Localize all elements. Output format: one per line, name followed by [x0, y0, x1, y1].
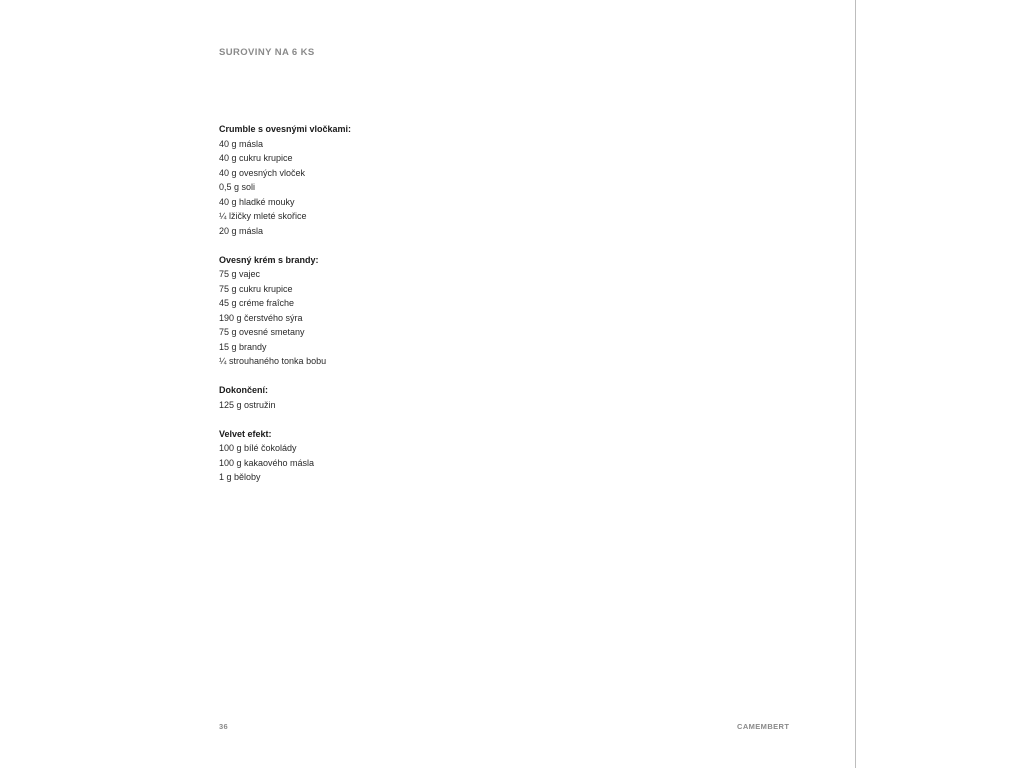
ingredient-line: ¼ lžičky mleté skořice	[219, 211, 307, 221]
ingredient-line: 20 g másla	[219, 225, 264, 236]
ingredient-line: 75 g cukru krupice	[219, 283, 293, 294]
ingredient-line: 0,5 g soli	[219, 182, 256, 192]
ingredient-section	[219, 383, 579, 412]
ingredient-line: 45 g créme fraîche	[219, 298, 295, 308]
ingredient-line: 40 g másla	[219, 138, 264, 149]
ingredient-line: 1 g běloby	[219, 472, 261, 482]
ingredient-line: 40 g ovesných vloček	[219, 167, 306, 178]
blank-margin	[856, 0, 1024, 768]
ingredient-line: 100 g bílé čokolády	[219, 443, 297, 453]
page-heading: SUROVINY NA 6 KS	[219, 47, 315, 58]
ingredients-list	[219, 122, 579, 499]
ingredient-line: 40 g hladké mouky	[219, 196, 295, 207]
section-title: Crumble s ovesnými vločkami:	[219, 124, 352, 134]
ingredient-line: 190 g čerstvého sýra	[219, 312, 303, 323]
ingredient-section	[219, 122, 579, 238]
running-footer-title: CAMEMBERT	[737, 722, 790, 731]
ingredient-line: ¼ strouhaného tonka bobu	[219, 356, 327, 366]
section-title: Ovesný krém s brandy:	[219, 254, 319, 265]
ingredient-line: 75 g ovesné smetany	[219, 327, 305, 337]
ingredient-line: 75 g vajec	[219, 269, 261, 279]
ingredient-line: 40 g cukru krupice	[219, 153, 293, 163]
ingredient-line: 15 g brandy	[219, 341, 267, 352]
ingredient-section	[219, 427, 579, 485]
ingredient-line: 125 g ostružin	[219, 399, 276, 410]
ingredient-section	[219, 253, 579, 369]
ingredient-line: 100 g kakaového másla	[219, 457, 315, 468]
section-title: Velvet efekt:	[219, 428, 272, 439]
page-number: 36	[219, 722, 228, 731]
section-title: Dokončení:	[219, 385, 269, 395]
